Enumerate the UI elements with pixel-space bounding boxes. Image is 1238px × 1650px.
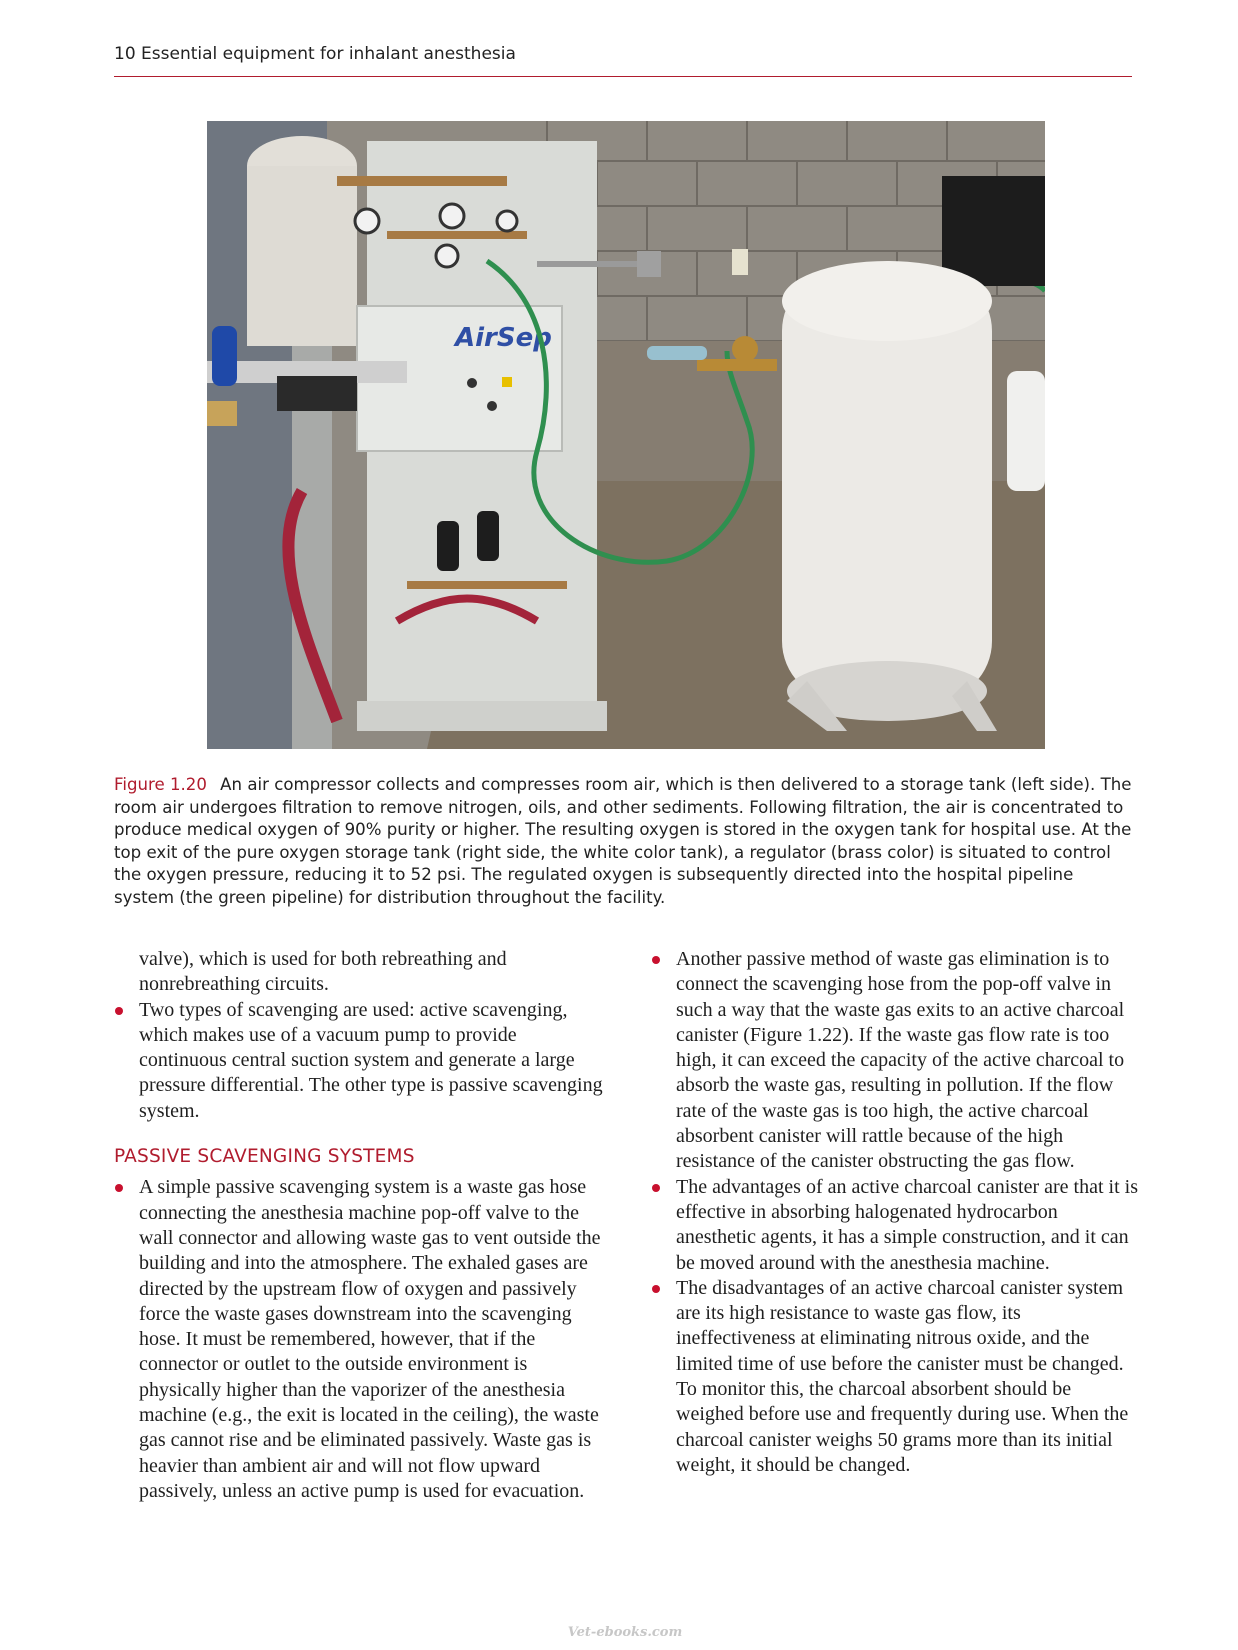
bullet-dot-icon xyxy=(115,1007,123,1015)
watermark: Vet-ebooks.com xyxy=(567,1625,683,1640)
bullet-dot-icon xyxy=(652,956,660,964)
bullet-dot-icon xyxy=(652,1285,660,1293)
bullet-item xyxy=(114,998,606,1124)
bullet-item xyxy=(651,1276,1141,1478)
bullet-text: Another passive method of waste gas elimination is to connect the scavenging hose from the pop-off valve in such a way that the waste gas exits to an active charcoal canister (Figure 1.22). If the waste gas flow rate is too high, it can exceed the capacity of the active charcoal to absorb the waste gas, resulting in pollution. If the flow rate of the waste gas is too high, the active charcoal absorbent canister will rattle because of the high resistance of the canister obstructing the gas flow. xyxy=(676,948,1125,1173)
bullet-item xyxy=(651,1175,1141,1276)
bullet-text: The disadvantages of an active charcoal canister system are its high resistance to waste gas flow, its ineffectiveness at eliminating nitrous oxide, and the limited time of use before the canister must be changed. To monitor this, the charcoal absorbent should be weighed before use and frequently during use. When the charcoal canister weighs 50 grams more than its initial weight, it should be changed. xyxy=(676,1276,1129,1476)
airsep-logo: AirSep xyxy=(455,323,552,353)
bullet-text: The advantages of an active charcoal canister are that it is effective in absorbing halogenated hydrocarbon anesthetic agents, it has a simple construction, and it can be moved around with the anesthesia machine. xyxy=(676,1175,1138,1274)
bullet-item xyxy=(651,947,1141,1175)
right-column xyxy=(651,947,1141,1478)
figure-caption-text: An air compressor collects and compresses room air, which is then delivered to a storage tank (left side). The room air undergoes filtration to remove nitrogen, oils, and other sediments. Following filtration, the air is concentrated to produce medical oxygen of 90% purity or higher. The resulting oxygen is stored in the oxygen tank for hospital use. At the top exit of the pure oxygen storage tank (right side, the white color tank), a regulator (brass color) is situated to control the oxygen pressure, reducing it to 52 psi. The regulated oxygen is subsequently directed into the hospital pipeline system (the green pipeline) for distribution throughout the facility. xyxy=(114,775,1132,907)
figure-photo-air-compressor xyxy=(207,121,1045,749)
bullet-text: Two types of scavenging are used: active scavenging, which makes use of a vacuum pump to provide continuous central suction system and generate a large pressure differential. The other type is passive scavenging system. xyxy=(139,998,603,1122)
continued-paragraph: valve), which is used for both rebreathing and nonrebreathing circuits. xyxy=(139,948,507,996)
bullet-dot-icon xyxy=(652,1184,660,1192)
section-heading: PASSIVE SCAVENGING SYSTEMS xyxy=(114,1146,415,1168)
figure-label: Figure 1.20 xyxy=(114,775,207,794)
running-header: 10 Essential equipment for inhalant anesthesia xyxy=(114,44,516,64)
header-rule xyxy=(114,76,1132,77)
bullet-dot-icon xyxy=(115,1184,123,1192)
figure-caption xyxy=(114,774,1134,910)
bullet-item xyxy=(114,1175,606,1504)
bullet-text: A simple passive scavenging system is a waste gas hose connecting the anesthesia machine pop-off valve to the wall connector and allowing waste gas to vent outside the building and into the atmosphere. The exhaled gases are directed by the upstream flow of oxygen and passively force the waste gases downstream into the scavenging hose. It must be remembered, however, that if the connector or outlet to the outside environment is physically higher than the vaporizer of the anesthesia machine (e.g., the exit is located in the ceiling), the waste gas cannot rise and be eliminated passively. Waste gas is heavier than ambient air and will not flow upward passively, unless an active pump is used for evacuation. xyxy=(139,1176,601,1502)
left-column xyxy=(114,947,606,1504)
